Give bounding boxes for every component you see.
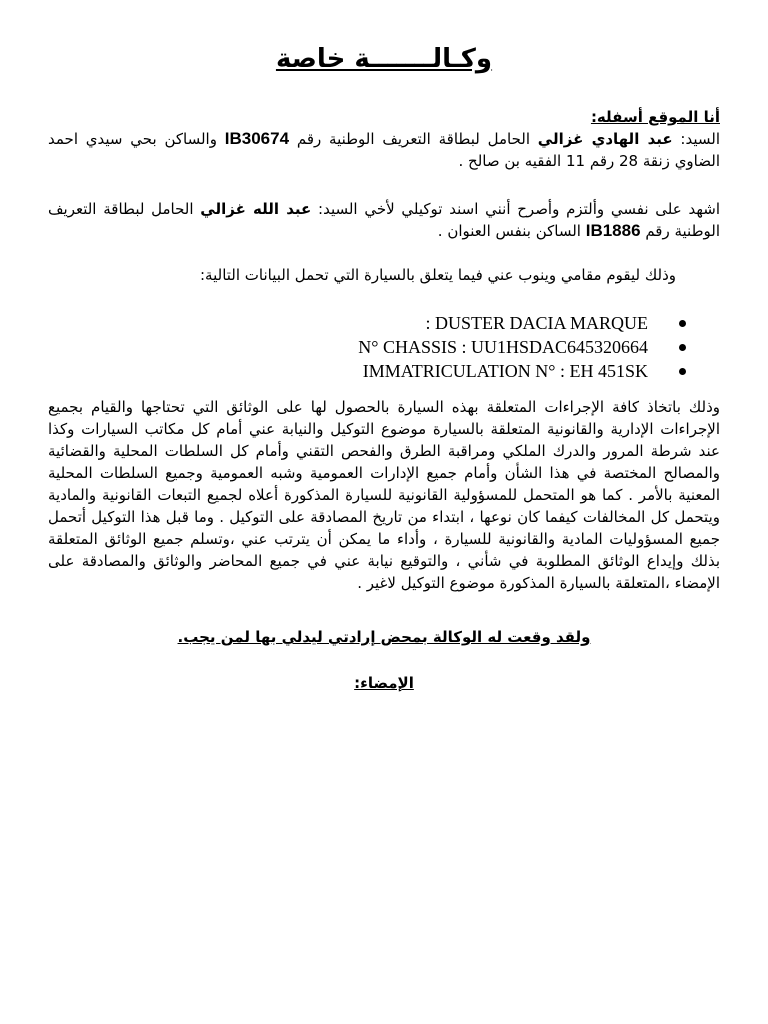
list-item [260, 359, 700, 383]
agent-id: IB1886 [585, 221, 641, 240]
sayed-prefix: السيد: [672, 130, 720, 148]
declaration-text-a: اشهد على نفسي وألتزم وأصرح أنني اسند توكيلي لأخي السيد: [311, 200, 720, 218]
declaration-paragraph [48, 198, 720, 242]
car-details-list [260, 311, 700, 383]
list-item [260, 335, 700, 359]
principal-address: والساكن بحي سيدي احمد الضاوي زنقة 28 رقم 11 الفقيه بن صالح . [48, 130, 720, 170]
intro-body [48, 128, 720, 172]
car-immatriculation: IMMATRICULATION N° : EH 451SK [362, 361, 648, 381]
principal-id-text: الحامل لبطاقة التعريف الوطنية رقم [289, 130, 538, 148]
car-chassis: N° CHASSIS : UU1HSDAC645320664 [358, 337, 648, 357]
closing-statement: ولقد وقعت له الوكالة بمحض إرادتي ليدلي بها لمن يجب. [177, 628, 591, 646]
intro-heading: أنا الموقع أسفله: [590, 108, 720, 126]
signature-label: الإمضاء: [354, 674, 414, 692]
principal-id: IB30674 [224, 129, 290, 148]
car-marque: : DUSTER DACIA MARQUE [425, 313, 648, 333]
purpose-paragraph: وذلك ليقوم مقامي وينوب عني فيما يتعلق بالسيارة التي تحمل البيانات التالية: [200, 266, 676, 284]
principal-name: عبد الهادي غزالي [537, 130, 673, 148]
declaration-text-b: الحامل لبطاقة التعريف الوطنية رقم [48, 200, 720, 240]
intro-paragraph [48, 106, 720, 172]
document-title: وكـالـــــــة خاصة [275, 44, 493, 74]
bullet-icon [679, 368, 686, 375]
list-item [260, 311, 700, 335]
body-paragraph: وذلك باتخاذ كافة الإجراءات المتعلقة بهذه السيارة بالحصول لها على الوثائق التي تحتاجها والقيام بجميع الإجراءات الإدارية والقانونية المتعلقة بالسيارة موضوع التوكيل والنيابة عني أمام كل مكاتب السيارات وكذا عند شرطة المرور والدرك الملكي ومراقبة الطرق والفحص التقني وأمام كل السلطات المحلية والقضائية والمصالح المختصة في هذا الشأن وأمام جميع الإدارات العمومية وشبه العمومية وجميع السلطات المحلية المعنية بالأمر . كما هو المتحمل للمسؤولية القانونية للسيارة المذكورة أعلاه لجميع التبعات القانونية والمادية ويتحمل كل المخالفات كيفما كان نوعها ، ابتداء من تاريخ المصادقة على التوكيل . وما قبل هذا التوكيل أتحمل جميع المسؤوليات المادية والقانونية للسيارة ، وأداء ما يمكن أن يترتب عني ،وتسلم جميع الوثائق المتعلقة بذلك وإيداع الوثائق المطلوبة في شأني ، والتوقيع نيابة عني في جميع المحاضر والوثائق والمصادقة على الإمضاء ،المتعلقة بالسيارة المذكورة موضوع التوكيل لاغير . [48, 398, 720, 592]
bullet-icon [679, 344, 686, 351]
declaration-text-c: الساكن بنفس العنوان . [437, 222, 586, 240]
agent-name: عبد الله غزالي [200, 200, 312, 218]
bullet-icon [679, 320, 686, 327]
